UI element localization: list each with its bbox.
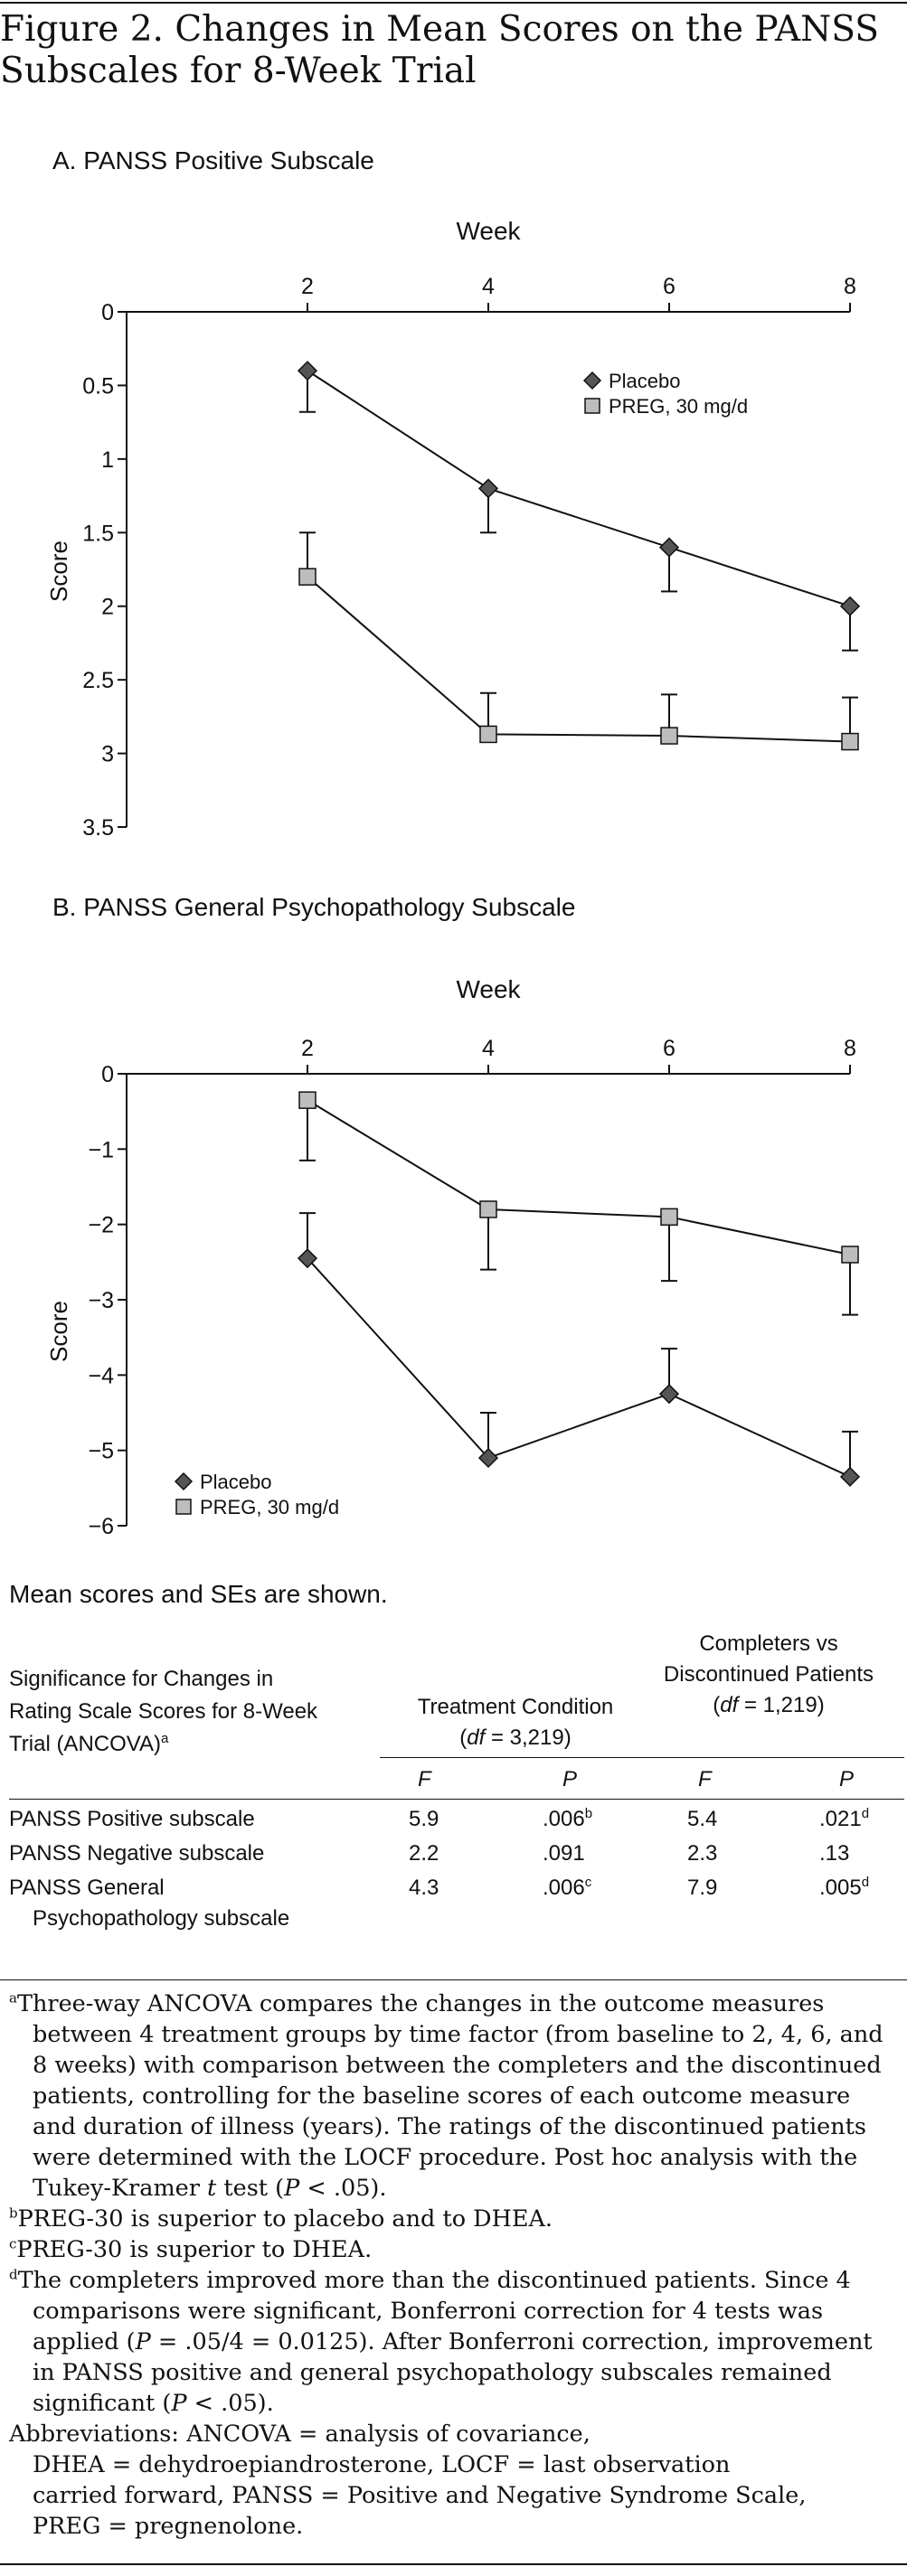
col-f1: F — [418, 1767, 431, 1791]
series-line-preg — [307, 1100, 850, 1255]
data-point-placebo — [841, 1468, 859, 1486]
table-cell-p2: .005$^d$ — [819, 1875, 870, 1900]
data-point-preg — [842, 1246, 858, 1263]
chart-a — [0, 199, 907, 904]
chart-note: Mean scores and SEs are shown. — [9, 1580, 388, 1608]
data-point-preg — [480, 1201, 496, 1217]
data-point-placebo — [841, 597, 859, 616]
footnote-b: $^b$PREG-30 is superior to placebo and to DHEA. — [9, 2205, 553, 2233]
legend-marker-placebo — [584, 372, 600, 389]
y-tick-label: −6 — [88, 1514, 114, 1539]
table-row-label: PANSS General Psychopathology subscale — [9, 1876, 290, 1931]
data-point-preg — [480, 726, 496, 742]
table-cell-f1: 5.9 — [409, 1807, 439, 1831]
figure-title: Figure 2. Changes in Mean Scores on the PANSS Subscales for 8-Week Trial — [0, 9, 880, 91]
series-line-placebo — [307, 371, 850, 606]
y-tick-label: 0 — [101, 300, 114, 325]
table-cell-f1: 4.3 — [409, 1876, 439, 1900]
chart-a-ylabel: Score — [45, 541, 72, 602]
table-cell-f2: 5.4 — [687, 1807, 718, 1831]
table-row-label: PANSS Positive subscale — [9, 1807, 255, 1831]
x-tick-label: 8 — [844, 1036, 856, 1061]
bottom-rule — [0, 2563, 907, 2565]
data-point-placebo — [660, 1385, 678, 1403]
legend-marker-preg — [176, 1500, 191, 1514]
group2-header: Completers vs Discontinued Patients (df = 1,219) — [663, 1631, 874, 1717]
chart-b-plot-area — [88, 1036, 859, 1539]
series-line-preg — [307, 577, 850, 741]
chart-a-plot-area — [82, 274, 859, 841]
chart-a-xlabel: Week — [456, 217, 521, 245]
footnote-a: $^a$Three-way ANCOVA compares the changes in the outcome measures between 4 treatment groups by time factor (from baseline to 2, 4, 6, and 8 weeks) with comparison between the completers and the discontinued patients, controlling for the baseline scores of each outcome measure and duration of illness (years). The ratings of the discontinued patients were determined with the LOCF procedure. Post hoc analysis with the Tukey-Kramer t test (P < .05). — [9, 1989, 883, 2202]
x-tick-label: 2 — [301, 1036, 314, 1061]
data-point-preg — [299, 569, 316, 585]
data-point-preg — [842, 734, 858, 750]
series-line-placebo — [307, 1258, 850, 1477]
legend-label: Placebo — [200, 1471, 272, 1493]
footnote-d: $^d$The completers improved more than the discontinued patients. Since 4 comparisons were significant, Bonferroni correction for 4 tests was applied (P = .05/4 = 0.0125). After Bonferroni correction, improvement in PANSS positive and general psychopathology subscales remained significant (P < .05). — [9, 2266, 873, 2417]
group2-underline — [642, 1757, 904, 1758]
x-tick-label: 4 — [482, 1036, 495, 1061]
table-cell-p1: .006$^b$ — [543, 1806, 593, 1831]
data-point-preg — [661, 1208, 677, 1225]
legend-label: Placebo — [609, 370, 681, 392]
panel-a-title: A. PANSS Positive Subscale — [52, 146, 374, 174]
y-tick-label: −3 — [88, 1288, 114, 1313]
col-p2: P — [839, 1767, 855, 1791]
y-tick-label: −5 — [88, 1438, 114, 1464]
legend-label: PREG, 30 mg/d — [609, 395, 749, 418]
col-p1: P — [562, 1767, 578, 1791]
table-cell-p2: .021$^d$ — [819, 1806, 870, 1831]
chart-b-xlabel: Week — [456, 975, 521, 1003]
table-cell-f2: 7.9 — [687, 1876, 718, 1900]
footnotes — [9, 1988, 895, 2542]
y-tick-label: 2.5 — [82, 668, 114, 694]
legend-marker-placebo — [175, 1473, 192, 1490]
chart-b-ylabel: Score — [45, 1301, 72, 1362]
y-tick-label: −1 — [88, 1137, 114, 1163]
table-row-header: Significance for Changes in Rating Scale Scores for 8-Week Trial (ANCOVA)$^a$ — [9, 1667, 318, 1756]
x-tick-label: 2 — [301, 274, 314, 299]
x-tick-label: 8 — [844, 274, 856, 299]
table-row-label: PANSS Negative subscale — [9, 1841, 265, 1866]
data-point-placebo — [479, 479, 497, 497]
top-rule — [0, 2, 907, 4]
y-tick-label: 3 — [101, 741, 114, 767]
y-tick-label: 3.5 — [82, 815, 114, 841]
x-tick-label: 6 — [663, 1036, 676, 1061]
data-point-preg — [299, 1092, 316, 1108]
table-cell-p2: .13 — [819, 1841, 850, 1866]
footnote-abbreviations: Abbreviations: ANCOVA = analysis of covariance, DHEA = dehydroepiandrosterone, LOCF = last observation carried forward, PANSS = Positive and Negative Syndrome Scale, PREG = pregnenolone. — [9, 2421, 807, 2540]
legend-marker-preg — [585, 399, 600, 413]
y-tick-label: 1.5 — [82, 521, 114, 547]
panel-b-title: B. PANSS General Psychopathology Subscale — [52, 893, 576, 921]
x-tick-label: 6 — [663, 274, 676, 299]
y-tick-label: −4 — [88, 1363, 114, 1389]
x-tick-label: 4 — [482, 274, 495, 299]
group1-underline — [380, 1757, 642, 1758]
y-tick-label: 0.5 — [82, 373, 114, 400]
chart-b — [0, 958, 907, 1582]
table-header-rule — [9, 1799, 904, 1800]
y-tick-label: −2 — [88, 1212, 114, 1238]
table-cell-f1: 2.2 — [409, 1841, 439, 1866]
data-point-preg — [661, 728, 677, 744]
table-cell-p1: .006$^c$ — [543, 1875, 592, 1900]
table-cell-f2: 2.3 — [687, 1841, 718, 1866]
y-tick-label: 0 — [101, 1062, 114, 1087]
footnote-rule — [0, 1979, 907, 1980]
legend-label: PREG, 30 mg/d — [200, 1496, 340, 1518]
col-f2: F — [698, 1767, 712, 1791]
footnote-c: $^c$PREG-30 is superior to DHEA. — [9, 2235, 373, 2263]
table-cell-p1: .091 — [543, 1841, 585, 1866]
y-tick-label: 2 — [101, 594, 114, 620]
data-point-placebo — [660, 539, 678, 557]
group1-header: Treatment Condition (df = 3,219) — [417, 1695, 614, 1750]
y-tick-label: 1 — [101, 447, 114, 473]
data-point-placebo — [298, 362, 317, 380]
